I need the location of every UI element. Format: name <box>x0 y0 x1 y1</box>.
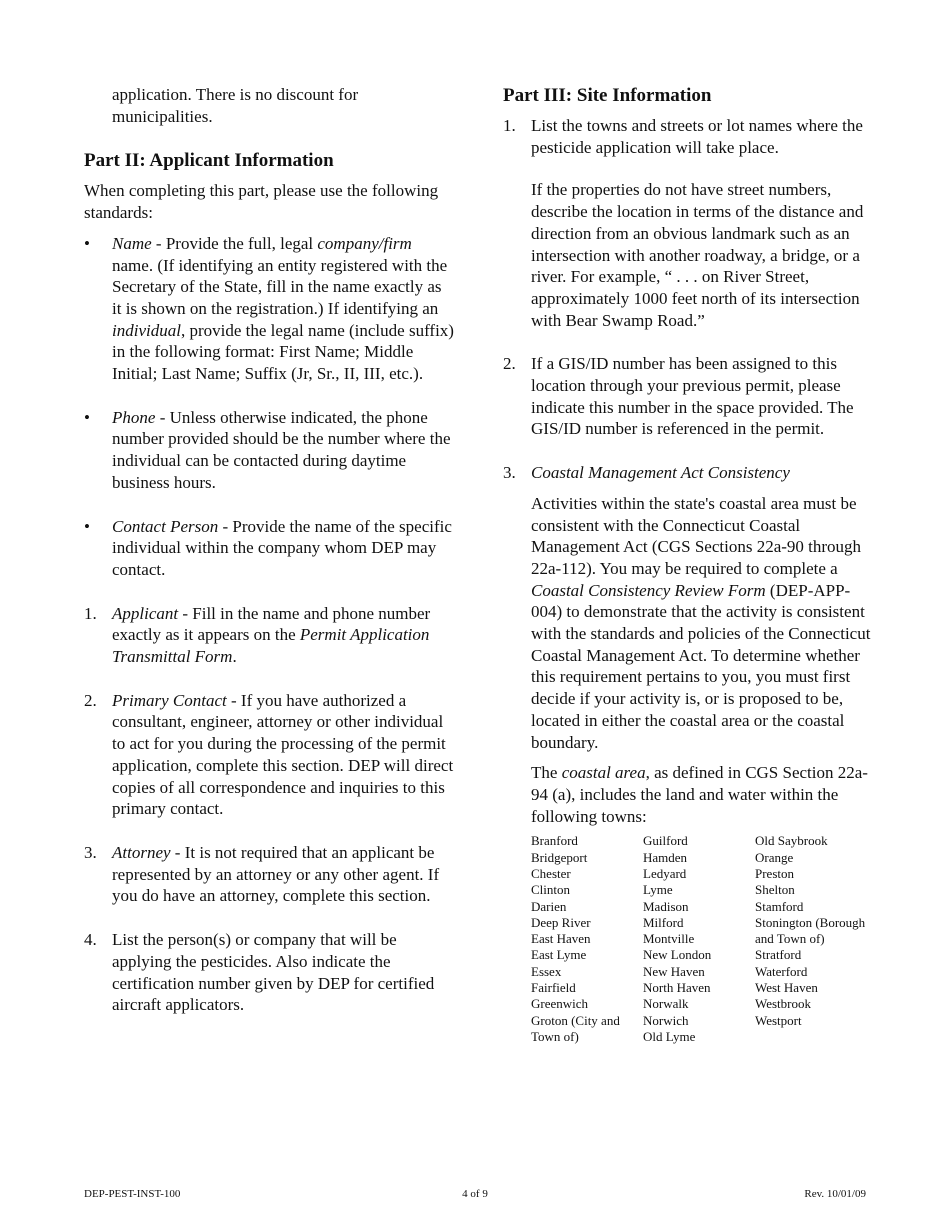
towns-column-3 <box>755 833 867 1045</box>
bullet-name: • Name - Provide the full, legal company/firm name. (If identifying an entity registered with the Secretary of the State, fill in the name exactly as it is shown on the registration.) If identifying an individual, provide the legal name (include suffix) in the following format: First Name; Middle Initial; Last Name; Suffix (Jr, Sr., II, III, etc.). <box>84 233 454 384</box>
item-attorney: 3. Attorney - It is not required that an applicant be represented by an attorney or any other agent. If you do have an attorney, complete this section. <box>84 842 440 906</box>
town-name: Branford <box>531 833 578 849</box>
town-name: Stamford <box>755 898 804 914</box>
standards-intro: When completing this part, please use the following standards: <box>84 181 439 223</box>
right-column <box>503 84 873 1045</box>
town-name: East Haven <box>531 931 591 947</box>
town-name: Old Saybrook <box>755 833 828 849</box>
town-name: Stonington (Borough <box>755 914 866 930</box>
item-primary-contact: 2. Primary Contact - If you have authorized a consultant, engineer, attorney or other individual to act for you during the processing of the permit application, complete this section. DEP will direct copies of all correspondence and inquiries to this primary contact. <box>84 690 454 819</box>
part3-heading: Part III: Site Information <box>503 85 712 106</box>
intro-text: application. There is no discount for municipalities. <box>112 85 359 126</box>
town-name: Preston <box>755 865 794 881</box>
town-name: New London <box>643 947 712 963</box>
item-applicant: 1. Applicant - Fill in the name and phone number exactly as it appears on the Permit Application Transmittal Form. <box>84 603 431 667</box>
bullet-contact: • Contact Person - Provide the name of the specific individual within the company whom DEP may contact. <box>84 516 452 579</box>
bullet-icon: • <box>84 407 90 427</box>
town-name: North Haven <box>643 980 711 996</box>
town-name: Bridgeport <box>531 849 588 865</box>
footer-revision: Rev. 10/01/09 <box>804 1188 866 1200</box>
town-name: Fairfield <box>531 980 576 996</box>
town-name: Chester <box>531 865 571 881</box>
town-name: West Haven <box>755 980 818 996</box>
town-name: Ledyard <box>643 865 687 881</box>
footer-page-number: 4 of 9 <box>462 1188 488 1200</box>
town-name: Lyme <box>643 882 673 898</box>
town-name: Shelton <box>755 882 795 898</box>
towns-column-2 <box>643 833 755 1045</box>
bullet-phone: • Phone - Unless otherwise indicated, the phone number provided should be the number where the individual can be contacted during daytime business hours. <box>84 407 451 492</box>
town-name: Milford <box>643 914 684 930</box>
town-name: Montville <box>643 931 695 947</box>
bullet-icon: • <box>84 233 90 253</box>
bullet-icon: • <box>84 516 90 536</box>
town-name: Orange <box>755 849 794 865</box>
footer-form-id: DEP-PEST-INST-100 <box>84 1188 181 1200</box>
town-name: Greenwich <box>531 996 589 1012</box>
town-name: Clinton <box>531 882 571 898</box>
town-name: Madison <box>643 898 689 914</box>
town-name: New Haven <box>643 963 705 979</box>
site-item-2: 2. If a GIS/ID number has been assigned to this location through your previous permit, please indicate this number in the space provided. The GIS/ID number is referenced in the permit. <box>503 354 854 439</box>
part2-heading: Part II: Applicant Information <box>84 150 334 172</box>
left-column <box>84 84 454 1016</box>
town-name: Deep River <box>531 914 591 930</box>
town-name: Stratford <box>755 947 802 963</box>
site-item-1: 1. List the towns and streets or lot names where the pesticide application will take place. If the properties do not have street numbers, describe the location in terms of the distance and direction from an obvious landmark such as an intersection with another roadway, a bridge, or a river. For example, “ . . . on River Street, approximately 1000 feet north of its intersection with Bear Swamp Road.” <box>503 116 864 330</box>
town-name: Waterford <box>755 963 808 979</box>
town-name: Norwich <box>643 1012 689 1028</box>
town-name: Norwalk <box>643 996 689 1012</box>
site-item-3: 3. Coastal Management Act Consistency Activities within the state's coastal area must be consistent with the Connecticut Coastal Management Act (CGS Sections 22a-90 through 22a-112). You may be required to complete a Coastal Consistency Review Form (DEP-APP-004) to demonstrate that the activity is consistent with the standards and policies of the Connecticut Coastal Management Act. To determine whether this requirement pertains to you, you must first decide if your activity is, or is proposed to be, located in either the coastal area or the coastal boundary. The coastal area, as defined in CGS Section 22a-94 (a), includes the land and water within the following towns: <box>503 463 871 826</box>
towns-column-1 <box>531 833 643 1045</box>
town-name: Westbrook <box>755 996 811 1012</box>
town-name: Hamden <box>643 849 688 865</box>
item-applicators: 4. List the person(s) or company that will be applying the pesticides. Also indicate the certification number given by DEP for certified aircraft applicators. <box>84 930 435 1015</box>
town-name: East Lyme <box>531 947 587 963</box>
coastal-title: Coastal Management Act Consistency <box>531 463 790 483</box>
towns-list <box>503 833 873 1045</box>
town-name: Guilford <box>643 833 688 849</box>
town-name: Westport <box>755 1012 802 1028</box>
town-name: Essex <box>531 963 562 979</box>
town-name: and Town of) <box>755 931 825 947</box>
town-name: Town of) <box>531 1028 579 1044</box>
town-name: Old Lyme <box>643 1028 696 1044</box>
town-name: Darien <box>531 898 567 914</box>
town-name: Groton (City and <box>531 1012 620 1028</box>
